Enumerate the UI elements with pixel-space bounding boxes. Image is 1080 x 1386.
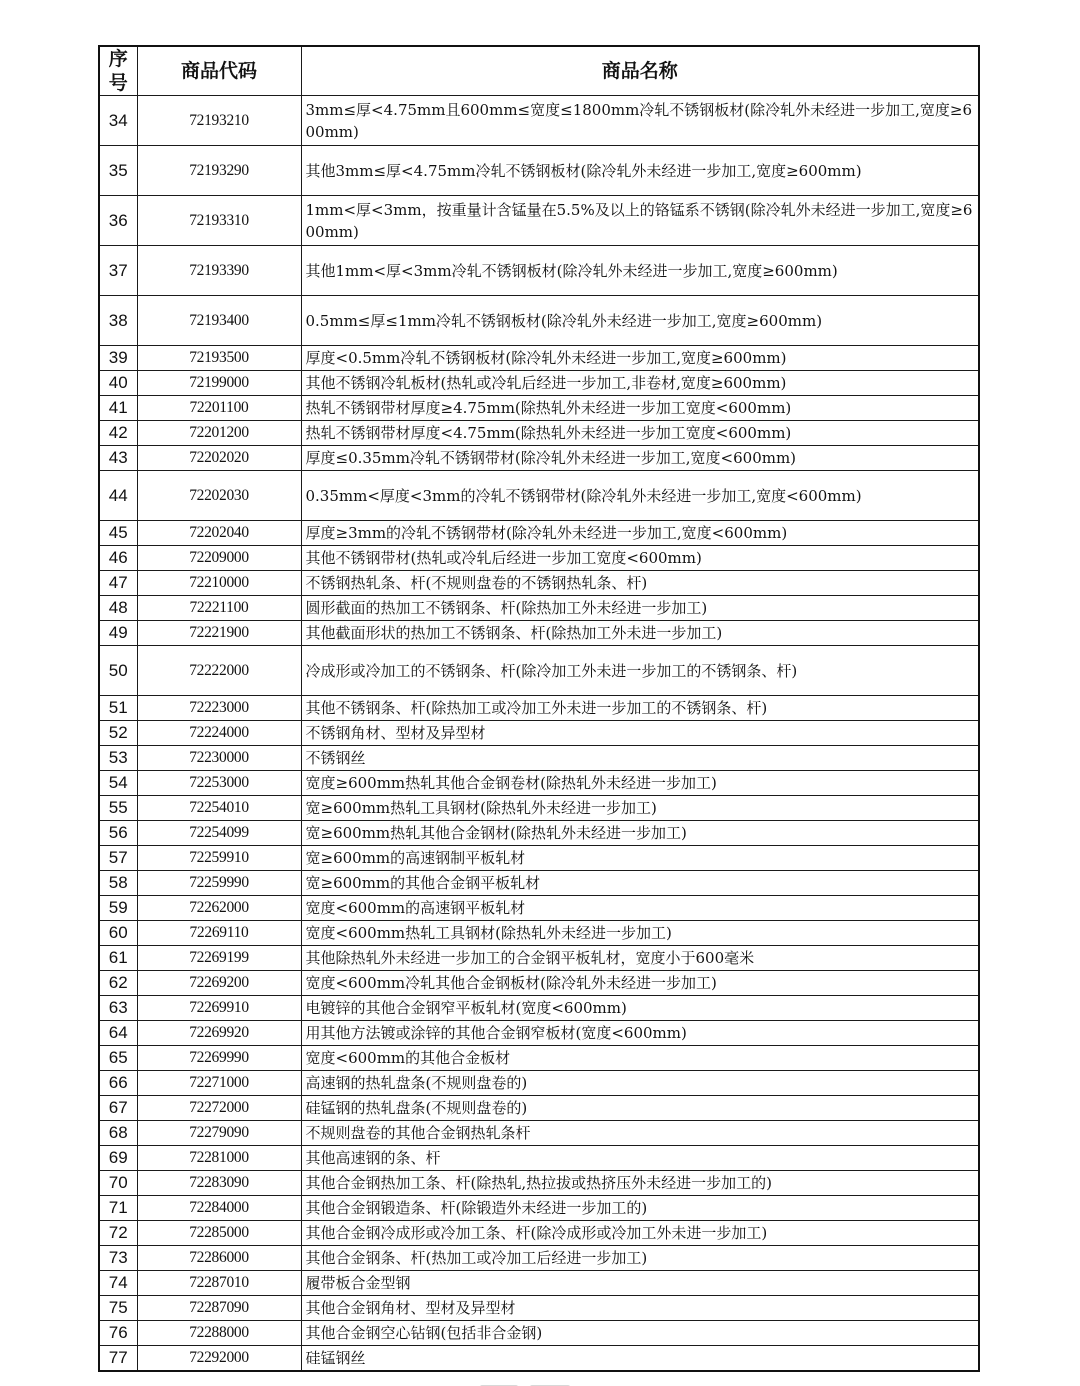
- goods-name-cell: 不锈钢热轧条、杆(不规则盘卷的不锈钢热轧条、杆): [301, 571, 979, 596]
- goods-name-cell: 电镀锌的其他合金钢窄平板轧材(宽度<600mm): [301, 996, 979, 1021]
- table-row: [99, 471, 979, 521]
- table-row: [99, 1346, 979, 1372]
- serial-number-cell: 43: [99, 446, 137, 471]
- table-row: [99, 1196, 979, 1221]
- serial-number-cell: 76: [99, 1321, 137, 1346]
- goods-name-cell: 硅锰钢丝: [301, 1346, 979, 1372]
- goods-name-cell: 宽度<600mm冷轧其他合金钢板材(除冷轧外未经进一步加工): [301, 971, 979, 996]
- goods-name-cell: 不锈钢丝: [301, 746, 979, 771]
- goods-code-cell: 72193500: [137, 346, 301, 371]
- serial-number-cell: 53: [99, 746, 137, 771]
- goods-name-cell: 宽度<600mm的高速钢平板轧材: [301, 896, 979, 921]
- goods-name-cell: 其他不锈钢带材(热轧或冷轧后经进一步加工宽度<600mm): [301, 546, 979, 571]
- serial-number-cell: 34: [99, 96, 137, 146]
- serial-number-cell: 77: [99, 1346, 137, 1372]
- goods-name-cell: 宽≥600mm的其他合金钢平板轧材: [301, 871, 979, 896]
- goods-name-cell: 宽度<600mm的其他合金板材: [301, 1046, 979, 1071]
- serial-number-cell: 58: [99, 871, 137, 896]
- table-header-row: [99, 46, 979, 96]
- serial-number-cell: 54: [99, 771, 137, 796]
- goods-name-cell: 其他不锈钢冷轧板材(热轧或冷轧后经进一步加工,非卷材,宽度≥600mm): [301, 371, 979, 396]
- serial-number-cell: 65: [99, 1046, 137, 1071]
- goods-code-cell: 72193400: [137, 296, 301, 346]
- table-row: [99, 696, 979, 721]
- goods-name-cell: 厚度≥3mm的冷轧不锈钢带材(除冷轧外未经进一步加工,宽度<600mm): [301, 521, 979, 546]
- table-row: [99, 1071, 979, 1096]
- table-row: [99, 1096, 979, 1121]
- goods-code-cell: 72271000: [137, 1071, 301, 1096]
- goods-code-cell: 72259910: [137, 846, 301, 871]
- table-row: [99, 746, 979, 771]
- goods-name-cell: 冷成形或冷加工的不锈钢条、杆(除冷加工外未进一步加工的不锈钢条、杆): [301, 646, 979, 696]
- goods-name-cell: 不锈钢角材、型材及异型材: [301, 721, 979, 746]
- goods-code-cell: 72262000: [137, 896, 301, 921]
- table-row: [99, 346, 979, 371]
- goods-code-cell: 72193210: [137, 96, 301, 146]
- table-row: [99, 846, 979, 871]
- table-row: [99, 146, 979, 196]
- table-row: [99, 1246, 979, 1271]
- goods-code-cell: 72224000: [137, 721, 301, 746]
- goods-name-cell: 硅锰钢的热轧盘条(不规则盘卷的): [301, 1096, 979, 1121]
- serial-number-cell: 39: [99, 346, 137, 371]
- goods-code-cell: 72285000: [137, 1221, 301, 1246]
- serial-number-cell: 44: [99, 471, 137, 521]
- goods-code-cell: 72209000: [137, 546, 301, 571]
- goods-name-cell: 其他合金钢冷成形或冷加工条、杆(除冷成形或冷加工外未进一步加工): [301, 1221, 979, 1246]
- goods-name-cell: 宽度<600mm热轧工具钢材(除热轧外未经进一步加工): [301, 921, 979, 946]
- goods-code-cell: 72259990: [137, 871, 301, 896]
- goods-name-cell: 宽≥600mm热轧工具钢材(除热轧外未经进一步加工): [301, 796, 979, 821]
- goods-name-cell: 用其他方法镀或涂锌的其他合金钢窄板材(宽度<600mm): [301, 1021, 979, 1046]
- goods-name-cell: 其他1mm<厚<3mm冷轧不锈钢板材(除冷轧外未经进一步加工,宽度≥600mm): [301, 246, 979, 296]
- goods-code-cell: 72223000: [137, 696, 301, 721]
- goods-code-cell: 72269910: [137, 996, 301, 1021]
- serial-number-cell: 72: [99, 1221, 137, 1246]
- goods-code-cell: 72269110: [137, 921, 301, 946]
- serial-number-cell: 60: [99, 921, 137, 946]
- serial-number-cell: 45: [99, 521, 137, 546]
- table-row: [99, 1321, 979, 1346]
- table-row: [99, 1146, 979, 1171]
- serial-number-cell: 35: [99, 146, 137, 196]
- goods-code-cell: 72221900: [137, 621, 301, 646]
- goods-code-cell: 72253000: [137, 771, 301, 796]
- table-row: [99, 1021, 979, 1046]
- serial-number-cell: 66: [99, 1071, 137, 1096]
- goods-code-cell: 72269990: [137, 1046, 301, 1071]
- serial-number-cell: 36: [99, 196, 137, 246]
- header-serial-number: 序号: [99, 46, 137, 96]
- serial-number-cell: 57: [99, 846, 137, 871]
- serial-number-cell: 67: [99, 1096, 137, 1121]
- serial-number-cell: 75: [99, 1296, 137, 1321]
- table-row: [99, 571, 979, 596]
- serial-number-cell: 38: [99, 296, 137, 346]
- serial-number-cell: 50: [99, 646, 137, 696]
- goods-code-cell: 72254099: [137, 821, 301, 846]
- serial-number-cell: 74: [99, 1271, 137, 1296]
- goods-name-cell: 不规则盘卷的其他合金钢热轧条杆: [301, 1121, 979, 1146]
- table-row: [99, 646, 979, 696]
- table-row: [99, 996, 979, 1021]
- goods-name-cell: 3mm≤厚<4.75mm且600mm≤宽度≤1800mm冷轧不锈钢板材(除冷轧外未经进一步加工,宽度≥600mm): [301, 96, 979, 146]
- table-row: [99, 821, 979, 846]
- goods-name-cell: 热轧不锈钢带材厚度<4.75mm(除热轧外未经进一步加工宽度<600mm): [301, 421, 979, 446]
- table-row: [99, 521, 979, 546]
- goods-name-cell: 其他合金钢锻造条、杆(除锻造外未经进一步加工的): [301, 1196, 979, 1221]
- table-row: [99, 1221, 979, 1246]
- table-row: [99, 446, 979, 471]
- goods-code-cell: 72269200: [137, 971, 301, 996]
- table-row: [99, 1296, 979, 1321]
- table-row: [99, 946, 979, 971]
- goods-code-cell: 72288000: [137, 1321, 301, 1346]
- table-row: [99, 596, 979, 621]
- table-row: [99, 546, 979, 571]
- serial-number-cell: 49: [99, 621, 137, 646]
- goods-code-cell: 72269920: [137, 1021, 301, 1046]
- table-row: [99, 621, 979, 646]
- header-goods-name: 商品名称: [301, 46, 979, 96]
- goods-code-cell: 72254010: [137, 796, 301, 821]
- serial-number-cell: 52: [99, 721, 137, 746]
- goods-code-cell: 72292000: [137, 1346, 301, 1372]
- serial-number-cell: 48: [99, 596, 137, 621]
- table-row: [99, 371, 979, 396]
- goods-name-cell: 厚度≤0.35mm冷轧不锈钢带材(除冷轧外未经进一步加工,宽度<600mm): [301, 446, 979, 471]
- serial-number-cell: 70: [99, 1171, 137, 1196]
- goods-name-cell: 热轧不锈钢带材厚度≥4.75mm(除热轧外未经进一步加工宽度<600mm): [301, 396, 979, 421]
- goods-name-cell: 宽度≥600mm热轧其他合金钢卷材(除热轧外未经进一步加工): [301, 771, 979, 796]
- goods-name-cell: 高速钢的热轧盘条(不规则盘卷的): [301, 1071, 979, 1096]
- table-row: [99, 796, 979, 821]
- serial-number-cell: 47: [99, 571, 137, 596]
- table-row: [99, 1271, 979, 1296]
- goods-name-cell: 0.5mm≤厚≤1mm冷轧不锈钢板材(除冷轧外未经进一步加工,宽度≥600mm): [301, 296, 979, 346]
- goods-code-cell: 72201100: [137, 396, 301, 421]
- table-row: [99, 971, 979, 996]
- goods-code-cell: 72193390: [137, 246, 301, 296]
- goods-name-cell: 其他合金钢热加工条、杆(除热轧,热拉拔或热挤压外未经进一步加工的): [301, 1171, 979, 1196]
- serial-number-cell: 63: [99, 996, 137, 1021]
- goods-name-cell: 1mm<厚<3mm，按重量计含锰量在5.5%及以上的铬锰系不锈钢(除冷轧外未经进一步加工,宽度≥600mm): [301, 196, 979, 246]
- goods-name-cell: 其他不锈钢条、杆(除热加工或冷加工外未进一步加工的不锈钢条、杆): [301, 696, 979, 721]
- goods-name-cell: 其他合金钢空心钻钢(包括非合金钢): [301, 1321, 979, 1346]
- serial-number-cell: 59: [99, 896, 137, 921]
- table-row: [99, 871, 979, 896]
- goods-code-cell: 72202020: [137, 446, 301, 471]
- goods-code-cell: 72230000: [137, 746, 301, 771]
- goods-table: [98, 45, 980, 1372]
- serial-number-cell: 41: [99, 396, 137, 421]
- goods-name-cell: 其他合金钢条、杆(热加工或冷加工后经进一步加工): [301, 1246, 979, 1271]
- serial-number-cell: 46: [99, 546, 137, 571]
- goods-code-cell: 72201200: [137, 421, 301, 446]
- goods-code-cell: 72269199: [137, 946, 301, 971]
- goods-code-cell: 72202030: [137, 471, 301, 521]
- serial-number-cell: 40: [99, 371, 137, 396]
- serial-number-cell: 73: [99, 1246, 137, 1271]
- goods-code-cell: 72287090: [137, 1296, 301, 1321]
- table-row: [99, 896, 979, 921]
- serial-number-cell: 62: [99, 971, 137, 996]
- serial-number-cell: 69: [99, 1146, 137, 1171]
- goods-code-cell: 72284000: [137, 1196, 301, 1221]
- goods-code-cell: 72272000: [137, 1096, 301, 1121]
- table-row: [99, 96, 979, 146]
- serial-number-cell: 71: [99, 1196, 137, 1221]
- goods-code-cell: 72222000: [137, 646, 301, 696]
- goods-name-cell: 0.35mm<厚度<3mm的冷轧不锈钢带材(除冷轧外未经进一步加工,宽度<600mm): [301, 471, 979, 521]
- goods-code-cell: 72210000: [137, 571, 301, 596]
- table-row: [99, 246, 979, 296]
- goods-code-cell: 72287010: [137, 1271, 301, 1296]
- goods-name-cell: 其他截面形状的热加工不锈钢条、杆(除热加工外未进一步加工): [301, 621, 979, 646]
- table-row: [99, 1121, 979, 1146]
- goods-code-cell: 72199000: [137, 371, 301, 396]
- goods-code-cell: 72221100: [137, 596, 301, 621]
- serial-number-cell: 42: [99, 421, 137, 446]
- goods-name-cell: 厚度<0.5mm冷轧不锈钢板材(除冷轧外未经进一步加工,宽度≥600mm): [301, 346, 979, 371]
- serial-number-cell: 55: [99, 796, 137, 821]
- table-row: [99, 396, 979, 421]
- table-row: [99, 196, 979, 246]
- goods-name-cell: 其他除热轧外未经进一步加工的合金钢平板轧材，宽度小于600毫米: [301, 946, 979, 971]
- table-row: [99, 1171, 979, 1196]
- serial-number-cell: 37: [99, 246, 137, 296]
- goods-name-cell: 圆形截面的热加工不锈钢条、杆(除热加工外未经进一步加工): [301, 596, 979, 621]
- goods-code-cell: 72279090: [137, 1121, 301, 1146]
- goods-code-cell: 72193290: [137, 146, 301, 196]
- table-row: [99, 1046, 979, 1071]
- table-row: [99, 721, 979, 746]
- goods-name-cell: 其他合金钢角材、型材及异型材: [301, 1296, 979, 1321]
- page-footer-cropped: [480, 1376, 600, 1386]
- serial-number-cell: 51: [99, 696, 137, 721]
- header-goods-code: 商品代码: [137, 46, 301, 96]
- goods-name-cell: 其他高速钢的条、杆: [301, 1146, 979, 1171]
- table-row: [99, 921, 979, 946]
- goods-name-cell: 履带板合金型钢: [301, 1271, 979, 1296]
- goods-code-cell: 72283090: [137, 1171, 301, 1196]
- goods-name-cell: 其他3mm≤厚<4.75mm冷轧不锈钢板材(除冷轧外未经进一步加工,宽度≥600mm): [301, 146, 979, 196]
- table-body: [99, 96, 979, 1372]
- goods-code-cell: 72193310: [137, 196, 301, 246]
- goods-name-cell: 宽≥600mm的高速钢制平板轧材: [301, 846, 979, 871]
- serial-number-cell: 64: [99, 1021, 137, 1046]
- table-row: [99, 421, 979, 446]
- goods-name-cell: 宽≥600mm热轧其他合金钢材(除热轧外未经进一步加工): [301, 821, 979, 846]
- serial-number-cell: 56: [99, 821, 137, 846]
- goods-code-cell: 72202040: [137, 521, 301, 546]
- serial-number-cell: 61: [99, 946, 137, 971]
- goods-code-cell: 72281000: [137, 1146, 301, 1171]
- table-row: [99, 771, 979, 796]
- table-row: [99, 296, 979, 346]
- serial-number-cell: 68: [99, 1121, 137, 1146]
- goods-code-cell: 72286000: [137, 1246, 301, 1271]
